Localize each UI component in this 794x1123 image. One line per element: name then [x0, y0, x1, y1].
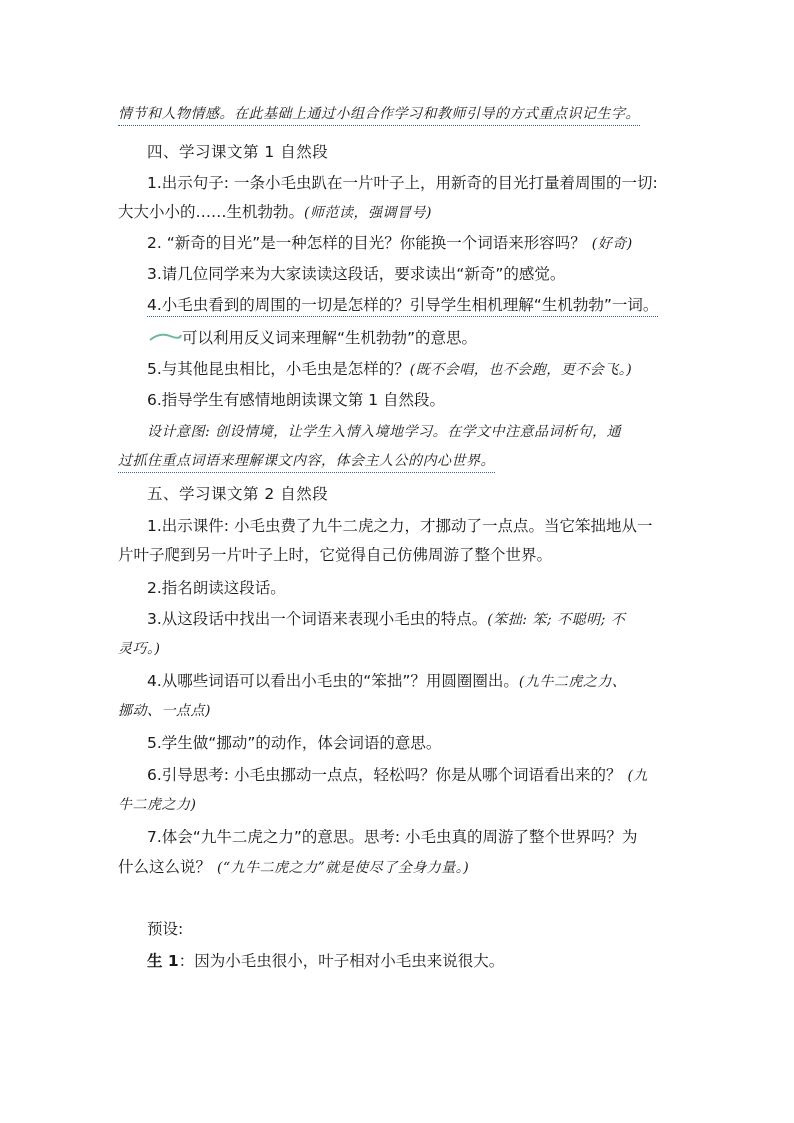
s5-item-4-line-1 [147, 670, 626, 693]
s5-item-6-text: 6.引导思考: 小毛虫挪动一点点，轻松吗？你是从哪个词语看出来的？ [147, 766, 622, 784]
preset-label: 预设: [147, 920, 184, 938]
s5-item-7-line-2 [118, 856, 469, 879]
student-1-answer [147, 950, 504, 972]
design-intent-line-1: 设计意图: 创设情境，让学生入情入境地学习。在学文中注意品词析句，通 [147, 424, 622, 440]
student-1-text: ：因为小毛虫很小，叶子相对小毛虫来说很大。 [178, 952, 505, 970]
s5-item-6-line-1 [147, 764, 648, 787]
s5-item-7-note: (“九牛二虎之力”就是使尽了全身力量。) [217, 860, 470, 876]
s5-item-1-line-1: 1.出示课件: 小毛虫费了九牛二虎之力，才挪动了一点点。当它笨拙地从一 [147, 517, 653, 535]
s4-item-2-note: (好奇) [591, 236, 633, 252]
s4-item-1-text: 大大小小的……生机勃勃。 [118, 203, 305, 221]
s5-item-3-line-1 [147, 608, 625, 631]
s5-item-2: 2.指名朗读这段话。 [147, 579, 286, 597]
s4-item-6: 6.指导学生有感情地朗读课文第 1 自然段。 [147, 391, 446, 409]
s4-item-2-text: 2. “新奇的目光”是一种怎样的目光？你能换一个词语来形容吗？ [147, 234, 586, 252]
s5-item-3-text: 3.从这段话中找出一个词语来表现小毛虫的特点。 [147, 610, 488, 628]
s5-item-3-note: (笨拙: 笨; 不聪明; 不 [487, 612, 626, 628]
s4-item-5-text: 5.与其他昆虫相比，小毛虫是怎样的？ [147, 360, 410, 378]
s5-item-1-line-2: 片叶子爬到另一片叶子上时，它觉得自己仿佛周游了整个世界。 [118, 546, 553, 564]
s5-item-5: 5.学生做“挪动”的动作，体会词语的意思。 [147, 734, 442, 752]
s5-item-7-line-1: 7.体会“九牛二虎之力”的意思。思考: 小毛虫真的周游了整个世界吗？为 [147, 828, 638, 846]
section-5-heading: 五、学习课文第 2 自然段 [147, 485, 329, 503]
section-4-heading: 四、学习课文第 1 自然段 [147, 143, 329, 161]
design-intent-line-2: 过抓住重点词语来理解课文内容，体会主人公的内心世界。 [118, 450, 495, 473]
s4-item-1-note: (师范读，强调冒号) [304, 205, 432, 221]
s5-item-6-line-2: 牛二虎之力) [118, 797, 197, 813]
s5-item-4-note: (九牛二虎之力、 [518, 674, 627, 690]
s5-item-7-text: 什么这么说？ [118, 858, 212, 876]
s4-item-1-line-2 [118, 201, 432, 224]
s4-item-5-note: (既不会唱，也不会跑，更不会飞。) [409, 362, 633, 378]
handwritten-swoosh-mark [148, 330, 182, 344]
s4-item-4: 4.小毛虫看到的周围的一切是怎样的？引导学生相机理解“生机勃勃”一词。 [147, 294, 658, 317]
s4-item-4-continuation: 可以利用反义词来理解“生机勃勃”的意思。 [182, 329, 478, 347]
s5-item-4-line-2: 挪动、一点点) [118, 703, 211, 719]
s4-item-5 [147, 358, 632, 381]
s4-item-3: 3.请几位同学来为大家读读这段话，要求读出“新奇”的感觉。 [147, 265, 566, 283]
top-note-line: 情节和人物情感。在此基础上通过小组合作学习和教师引导的方式重点识记生字。 [118, 103, 640, 126]
s5-item-4-text: 4.从哪些词语可以看出小毛虫的“笨拙”？用圆圈圈出。 [147, 672, 519, 690]
s4-item-2 [147, 232, 633, 255]
student-1-label: 生 1 [147, 952, 179, 970]
s5-item-3-line-2: 灵巧。) [118, 641, 161, 657]
s5-item-6-note: (九 [627, 768, 648, 784]
s4-item-1-line-1: 1.出示句子: 一条小毛虫趴在一片叶子上，用新奇的目光打量着周围的一切: [147, 174, 658, 192]
